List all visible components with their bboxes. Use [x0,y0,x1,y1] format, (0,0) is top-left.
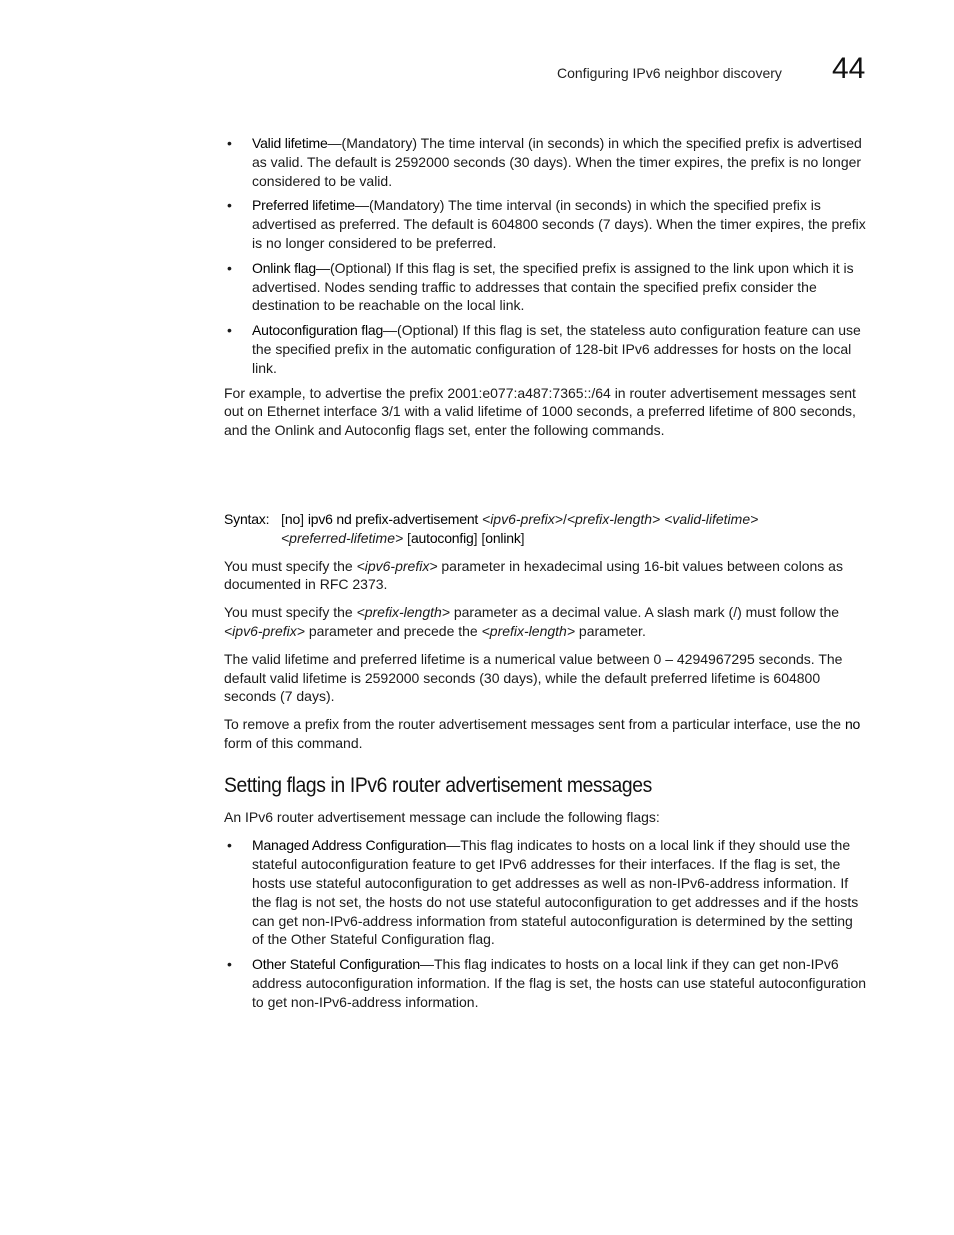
list-item-term: Managed Address Configuration [252,837,447,854]
list-item-text: —This flag indicates to hosts on a local link if they should use the stateful autoconfiguration feature to get IPv6 addresses for their interfaces. If the flag is set, the hosts use stateful autoconfiguration to get addresses as well as non-IPv6-address information. If the flag is not set, the hosts do not use stateful autoconfiguration to get addresses and if the hosts can get non-IPv6-address information from stateful autoconfiguration is determined by the setting of the Other Stateful Configuration flag. [252,837,859,948]
list-item-term: Other Stateful Configuration [252,956,420,973]
arg-prefix-length: <prefix-length> [356,604,450,621]
prefix-paragraph: You must specify the <ipv6-prefix> parameter in hexadecimal using 16-bit values between colons as documented in RFC 2373. [224,557,843,593]
list-item-text: —(Mandatory) The time interval (in seconds) in which the specified prefix is advertised as valid. The default is 2592000 seconds (30 days). When the timer expires, the prefix is no longer considered to be valid. [252,135,862,189]
page-content [224,134,868,1017]
list-item-text: —(Optional) If this flag is set, the specified prefix is assigned to the link upon which it is advertised. Nodes sending traffic to addresses that contain the specified prefix consider the destination to be reachable on the local link. [252,259,854,314]
syntax-autoconfig-keyword: autoconfig [410,529,474,546]
length-paragraph: You must specify the <prefix-length> parameter as a decimal value. A slash mark (/) must follow the <ipv6-prefix> parameter and precede the <prefix-length> parameter. [224,604,840,639]
syntax-block [224,510,868,548]
bullet-icon: • [227,197,232,214]
syntax-bracket: ] [520,529,525,546]
bullet-icon: • [227,135,232,151]
list-item-term: Preferred lifetime [252,197,355,214]
syntax-command: ipv6 nd prefix-advertisement [307,510,479,527]
bullet-icon: • [227,322,232,339]
bullet-icon: • [227,259,232,276]
syntax-bracket: [ [281,510,285,527]
no-keyword: no [844,716,861,733]
syntax-bracket: ] [ [473,529,486,546]
list-item-text: —This flag indicates to hosts on a local link if they can get non-IPv6 address autoconfiguration information. If the flag is set, the hosts can use stateful autoconfiguration to get non-IPv6-address information. [252,956,867,1010]
list-item [224,134,868,190]
syntax-bracket: [ [403,529,411,546]
syntax-label: Syntax: [224,510,270,527]
list-item-term: Onlink flag [252,259,316,276]
remove-paragraph: To remove a prefix from the router advertisement messages sent from a particular interface, use the no form of this command. [224,716,861,751]
syntax-onlink-keyword: onlink [485,529,521,546]
list-item-text: —(Optional) If this flag is set, the stateless auto configuration feature can use the specified prefix in the automatic configuration of 128-bit IPv6 addresses for hosts on the local link. [252,322,861,376]
list-item [224,836,868,949]
syntax-bracket: ] [300,510,308,527]
syntax-preferred-arg: <preferred-lifetime> [281,529,404,546]
lifetime-paragraph: The valid lifetime and preferred lifetime is a numerical value between 0 – 4294967295 seconds. The default valid lifetime is 2592000 seconds (30 days), while the default preferred lifetime is 604800 seconds (7 days). [224,650,843,705]
list-item-term: Autoconfiguration flag [252,322,384,339]
arg-ipv6-prefix: <ipv6-prefix> [224,622,305,639]
bullet-icon: • [227,956,232,973]
syntax-valid-arg: <valid-lifetime> [664,510,759,527]
section-heading: Setting flags in IPv6 router advertisement messages [224,773,652,797]
list-item [224,955,868,1011]
syntax-body [224,510,868,548]
running-header-title: Configuring IPv6 neighbor discovery [557,65,782,81]
section-intro: An IPv6 router advertisement message can include the following flags: [224,808,660,825]
chapter-number: 44 [832,52,866,85]
example-paragraph: For example, to advertise the prefix 2001:e077:a487:7365::/64 in router advertisement messages sent out on Ethernet interface 3/1 with a valid lifetime of 1000 seconds, a preferred lifetime of 800 seconds, and the Onlink and Autoconfig flags set, enter the following commands. [224,384,856,439]
syntax-prefix-arg: <ipv6-prefix> [482,510,563,527]
prefix-parameter-list [224,134,868,378]
syntax-length-arg: <prefix-length> [566,510,661,527]
syntax-slash: / [562,510,567,527]
list-item [224,321,868,377]
arg-ipv6-prefix: <ipv6-prefix> [356,557,438,574]
list-item-term: Valid lifetime [252,135,328,151]
flags-list [224,836,868,1011]
syntax-no-keyword: no [284,510,301,527]
list-item [224,196,868,252]
list-item [224,259,868,315]
blank-space [224,449,868,510]
list-item-text: —(Mandatory) The time interval (in seconds) in which the specified prefix is advertised as preferred. The default is 604800 seconds (7 days). When the timer expires, the prefix is no longer considered to be preferred. [252,197,866,251]
bullet-icon: • [227,837,232,854]
arg-prefix-length: <prefix-length> [481,622,576,639]
